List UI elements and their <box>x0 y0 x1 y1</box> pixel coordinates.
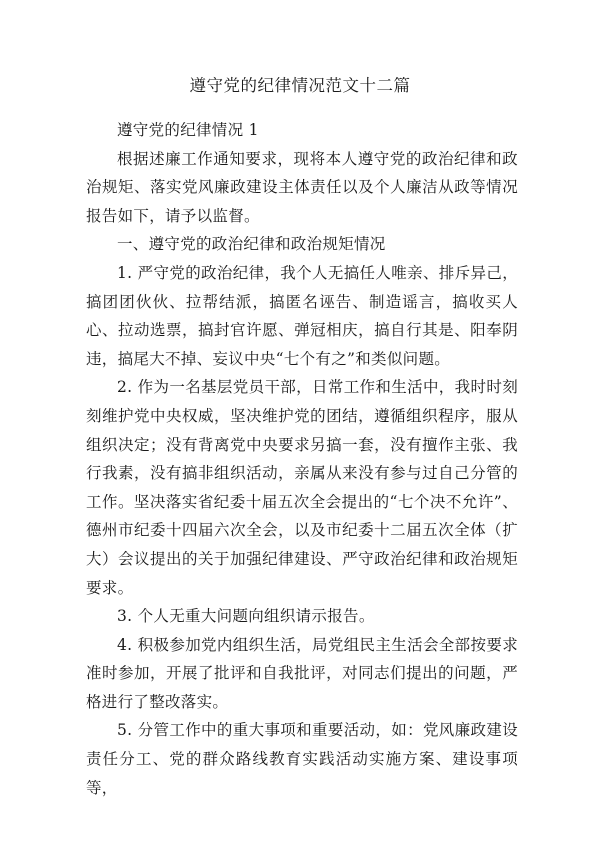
paragraph-item-2: 2. 作为一名基层党员干部，日常工作和生活中，我时时刻刻维护党中央权威，坚决维护党的团结，遵循组织程序，服从组织决定；没有背离党中央要求另搞一套，没有擅作主张、我行我素，没有搞非组织活动，亲属从来没有参与过自己分管的工作。坚决落实省纪委十届五次全会提出的“七个决不允许”、德州市纪委十四届六次全会，以及市纪委十二届五次全体（扩大）会议提出的关于加强纪律建设、严守政治纪律和政治规矩要求。 <box>86 378 518 597</box>
section-heading-1: 一、遵守党的政治纪律和政治规矩情况 <box>117 235 386 254</box>
paragraph-item-5: 5. 分管工作中的重大事项和重要活动，如：党风廉政建设责任分工、党的群众路线教育实践活动实施方案、建设事项等， <box>86 721 518 797</box>
paragraph-item-4: 4. 积极参加党内组织生活，局党组民主生活会全部按要求准时参加，开展了批评和自我批评，对同志们提出的问题，严格进行了整改落实。 <box>86 635 518 711</box>
paragraph-item-3: 3. 个人无重大问题向组织请示报告。 <box>117 607 375 626</box>
paragraph-item-1: 1. 严守党的政治纪律，我个人无搞任人唯亲、排斥异己，搞团团伙伙、拉帮结派，搞匿名诬告、制造谣言，搞收买人心、拉动选票，搞封官许愿、弹冠相庆，搞自行其是、阳奉阴违，搞尾大不掉、妄议中央“七个有之”和类似问题。 <box>86 263 518 368</box>
document-title: 遵守党的纪律情况范文十二篇 <box>189 76 411 95</box>
paragraph-intro: 根据述廉工作通知要求，现将本人遵守党的政治纪律和政治规矩、落实党风廉政建设主体责任以及个人廉洁从政等情况报告如下，请予以监督。 <box>86 149 518 225</box>
document-body <box>86 116 518 802</box>
section-heading: 遵守党的纪律情况 1 <box>117 121 259 139</box>
